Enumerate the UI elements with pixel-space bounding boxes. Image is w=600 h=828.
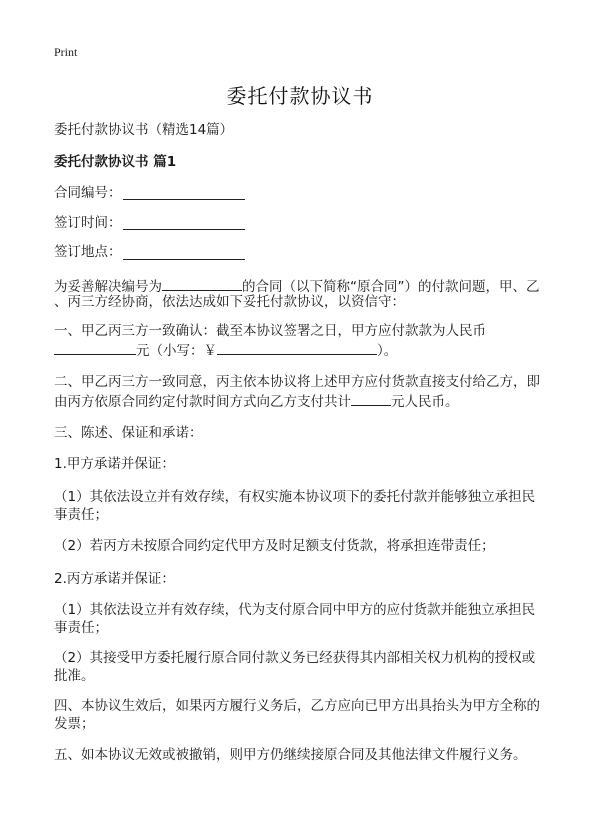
field-signing-place-blank[interactable] bbox=[123, 258, 245, 260]
document-title: 委托付款协议书 bbox=[226, 84, 374, 108]
party-c-item1-line1: （1）其依法设立并有效存续，代为支付原合同中甲方的应付货款并能独立承担民 bbox=[54, 602, 536, 618]
party-a-item1-line2: 事责任； bbox=[54, 507, 108, 523]
field-signing-time-blank[interactable] bbox=[123, 228, 245, 230]
document-subtitle: 委托付款协议书（精选14篇） bbox=[54, 122, 234, 138]
intro-paragraph-line2: 、丙三方经协商，依法达成如下妥托付款协议，以资信守： bbox=[54, 294, 405, 310]
clause1-text-a: 元（小写：￥ bbox=[136, 343, 217, 359]
party-a-item1-line1: （1）其依法设立并有效存续，有权实施本协议项下的委托付款并能够独立承担民 bbox=[54, 489, 536, 505]
clause1-line1: 一、甲乙丙三方一致确认：截至本协议签署之日，甲方应付款款为人民币 bbox=[54, 323, 486, 339]
clause2-text-a: 由丙方依原合同约定付款时间方式向乙方支付共计 bbox=[54, 394, 351, 410]
section-heading: 委托付款协议书 篇1 bbox=[54, 154, 177, 170]
clause1-amount-figures-blank[interactable] bbox=[217, 340, 377, 355]
clause2-amount-blank[interactable] bbox=[351, 391, 391, 406]
party-a-item2-line1: （2）若丙方未按原合同约定代甲方及时足额支付货款，将承担连带责任； bbox=[54, 538, 495, 554]
clause1-amount-words-blank[interactable] bbox=[54, 340, 136, 355]
clause2-text-b: 元人民币。 bbox=[391, 394, 459, 410]
clause4-line1: 四、本协议生效后，如果丙方履行义务后，乙方应向已甲方出具抬头为甲方全称的 bbox=[54, 698, 540, 714]
field-contract-number-label: 合同编号： bbox=[54, 185, 122, 201]
party-c-item1-line2: 事责任； bbox=[54, 620, 108, 636]
clause2-line2 bbox=[54, 391, 459, 411]
party-a-heading: 1.甲方承诺并保证： bbox=[54, 456, 175, 472]
party-c-item2-line1: （2）其接受甲方委托履行原合同付款义务已经获得其内部相关权力机构的授权或 bbox=[54, 650, 536, 666]
print-link[interactable]: Print bbox=[54, 45, 78, 59]
field-signing-time-label: 签订时间： bbox=[54, 215, 122, 231]
clause1-line2 bbox=[54, 340, 397, 360]
party-c-item2-line2: 批准。 bbox=[54, 668, 95, 684]
clause3-heading: 三、陈述、保证和承诺： bbox=[54, 425, 203, 441]
clause5-line1: 五、如本协议无效或被撤销，则甲方仍继续接原合同及其他法律文件履行义务。 bbox=[54, 747, 527, 763]
party-c-heading: 2.丙方承诺并保证： bbox=[54, 571, 175, 587]
intro-contract-number-blank[interactable] bbox=[162, 276, 242, 291]
clause4-line2: 发票； bbox=[54, 716, 95, 732]
field-signing-place-label: 签订地点： bbox=[54, 244, 122, 260]
intro-text-a: 为妥善解决编号为 bbox=[54, 279, 162, 295]
intro-text-b: 的合同（以下简称“原合同”）的付款问题，甲、乙 bbox=[242, 279, 540, 295]
clause1-text-b: ）。 bbox=[377, 343, 398, 359]
field-contract-number-blank[interactable] bbox=[123, 198, 245, 200]
clause2-line1: 二、甲乙丙三方一致同意，丙主依本协议将上述甲方应付货款直接支付给乙方，即 bbox=[54, 374, 540, 390]
